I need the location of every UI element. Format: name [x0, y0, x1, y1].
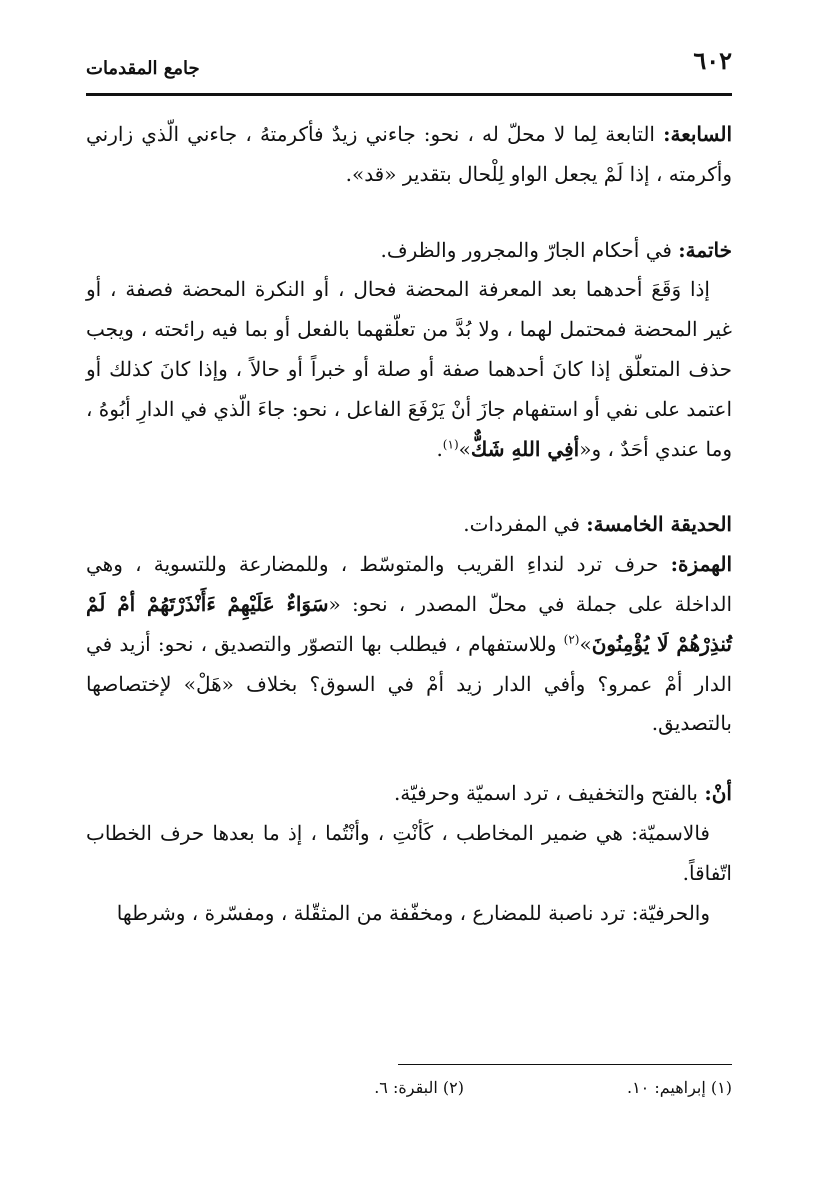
- page-header: [86, 38, 732, 88]
- footnote-2: (٢) البقرة: ٦.: [374, 1078, 464, 1097]
- spacer: [86, 195, 732, 231]
- term-heading: خاتمة:: [678, 237, 732, 262]
- paragraph-seventh: [86, 115, 732, 195]
- paragraph-an: [86, 774, 732, 814]
- paragraph-text: حرف ترد لنداءِ القريب والمتوسّط ، وللمضارعة وللتسوية ، وهي الداخلة على جملة في محلّ المصدر ، نحو: «: [86, 552, 732, 616]
- term-heading: السابعة:: [663, 122, 732, 146]
- full-stop: .: [436, 436, 443, 461]
- paragraph-particle: والحرفيّة: ترد ناصبة للمضارع ، ومخفّفة من المثقّلة ، ومفسّرة ، وشرطها: [116, 900, 710, 925]
- footnote-1: (١) إبراهيم: ١٠.: [626, 1078, 732, 1097]
- footnote-ref[interactable]: (١): [442, 436, 459, 451]
- quran-quote: أفِي اللهِ شَكٌّ: [470, 436, 580, 461]
- paragraph-text: التابعة لِما لا محلّ له ، نحو: جاءني زيدٌ فأكرمتهُ ، جاءني الّذي زارني وأكرمته ، إذا لَمْ يجعل الواو لِلْحال بتقدير «قد».: [86, 122, 732, 186]
- paragraph-text: إذا وَقَعَ أحدهما بعد المعرفة المحضة فحال ، أو النكرة المحضة فصفة ، أو غير المحضة فمحتمل لهما ، ولا بُدَّ من تعلّقهما بالفعل أو بما فيه رائحته ، ويجب حذف المتعلّق إذا كانَ أحدهما صفة أو صلة أو خبراً أو حالاً ، وإذا كانَ كذلك أو اعتمد على نفي أو استفهام جازَ أنْ يَرْفَعَ الفاعل ، نحو: جاءَ الّذي في الدارِ أبُوهُ ، وما عندي أحَدٌ ، و«: [85, 277, 732, 461]
- section-heading: [86, 505, 732, 545]
- quran-quote: سَوَاءٌ عَلَيْهِمْ ءَأَنْذَرْتَهُمْ أمْ لَمْ تُنذِرْهُمْ لَا يُؤْمِنُونَ: [86, 591, 732, 656]
- footnotes: [86, 1076, 732, 1106]
- paragraph-text: في أحكام الجارّ والمجرور والظرف.: [380, 237, 679, 262]
- paragraph-text: في المفردات.: [463, 512, 587, 537]
- running-title: جامع المقدمات: [86, 58, 200, 79]
- footnote-rule: [398, 1064, 732, 1065]
- paragraph-text: وللاستفهام ، فيطلب بها التصوّر والتصديق ، نحو: أزيد في الدار أمْ عمرو؟ وأفي الدار زيد أمْ في السوق؟ بخلاف «هَلْ» لإختصاصها بالتصديق.: [86, 631, 732, 736]
- page-body: [86, 115, 732, 933]
- page-number: ٦٠٢: [693, 46, 732, 75]
- paragraph-text: بالفتح والتخفيف ، ترد اسميّة وحرفيّة.: [393, 781, 705, 806]
- header-rule: [86, 93, 732, 96]
- term-heading: الهمزة:: [670, 552, 732, 577]
- quote-close: »: [458, 436, 471, 461]
- spacer: [86, 469, 732, 505]
- spacer: [86, 744, 732, 774]
- footnote-ref[interactable]: (٢): [563, 632, 580, 647]
- term-heading: أنْ:: [704, 781, 732, 806]
- term-heading: الحديقة الخامسة:: [586, 512, 732, 537]
- paragraph-hamza: [86, 545, 732, 744]
- quote-close: »: [579, 631, 592, 656]
- paragraph-nominal: فالاسميّة: هي ضمير المخاطب ، كَأنْتِ ، وأنْتُما ، إذ ما بعدها حرف الخطاب اتّفاقاً.: [86, 820, 732, 885]
- paragraph-prepositional-rules: [86, 270, 732, 469]
- paragraph-conclusion: [86, 231, 732, 271]
